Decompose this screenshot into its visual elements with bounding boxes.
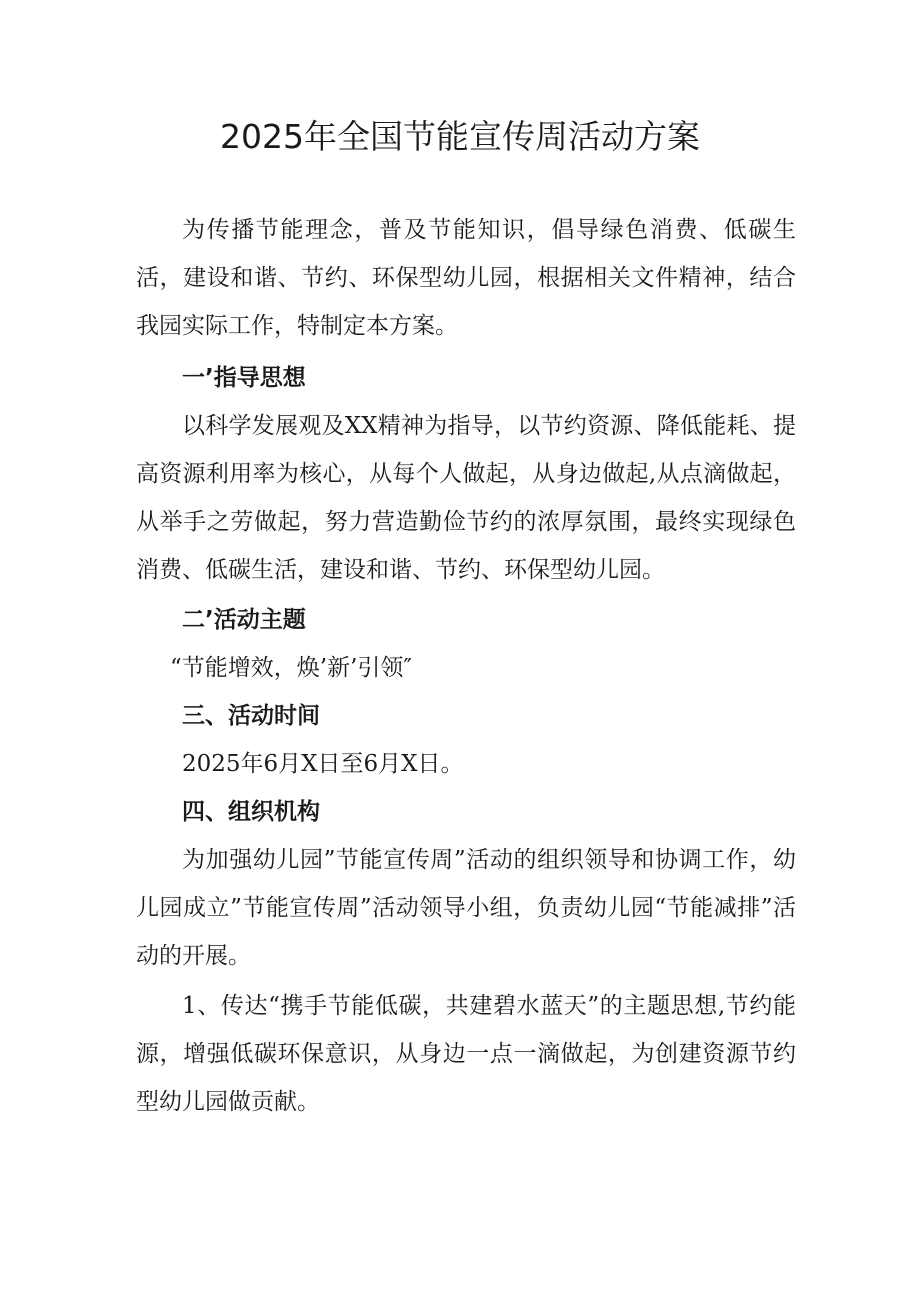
section-body-activity-theme: “节能增效，焕’新’引领″ xyxy=(170,655,412,681)
section-body-guiding-ideology: 以科学发展观及XX精神为指导，以节约资源、降低能耗、提高资源利用率为核心，从每个人做起，从身边做起,从点滴做起，从举手之劳做起，努力营造勤俭节约的浓厚氛围，最终实现绿色消费、低碳生活，建设和谐、节约、环保型幼儿园。 xyxy=(136,413,796,583)
section-heading-organization: 四、组织机构 xyxy=(182,799,320,825)
section-heading-activity-theme: 二’活动主题 xyxy=(182,607,306,633)
section-body-organization: 为加强幼儿园”节能宣传周”活动的组织领导和协调工作，幼儿园成立”节能宣传周”活动领导小组，负责幼儿园“节能减排”活动的开展。 xyxy=(136,847,796,969)
section-heading-guiding-ideology: 一’指导思想 xyxy=(182,365,306,391)
list-item-1: 1、传达“携手节能低碳，共建碧水蓝天”的主题思想,节约能源，增强低碳环保意识，从身边一点一滴做起，为创建资源节约型幼儿园做贡献。 xyxy=(136,993,796,1115)
document-title: 2025年全国节能宣传周活动方案 xyxy=(220,117,700,156)
intro-paragraph: 为传播节能理念，普及节能知识，倡导绿色消费、低碳生活，建设和谐、节约、环保型幼儿园，根据相关文件精神，结合我园实际工作，特制定本方案。 xyxy=(136,217,796,339)
section-body-activity-time: 2025年6月X日至6月X日。 xyxy=(182,751,464,777)
section-heading-activity-time: 三、活动时间 xyxy=(182,703,320,729)
